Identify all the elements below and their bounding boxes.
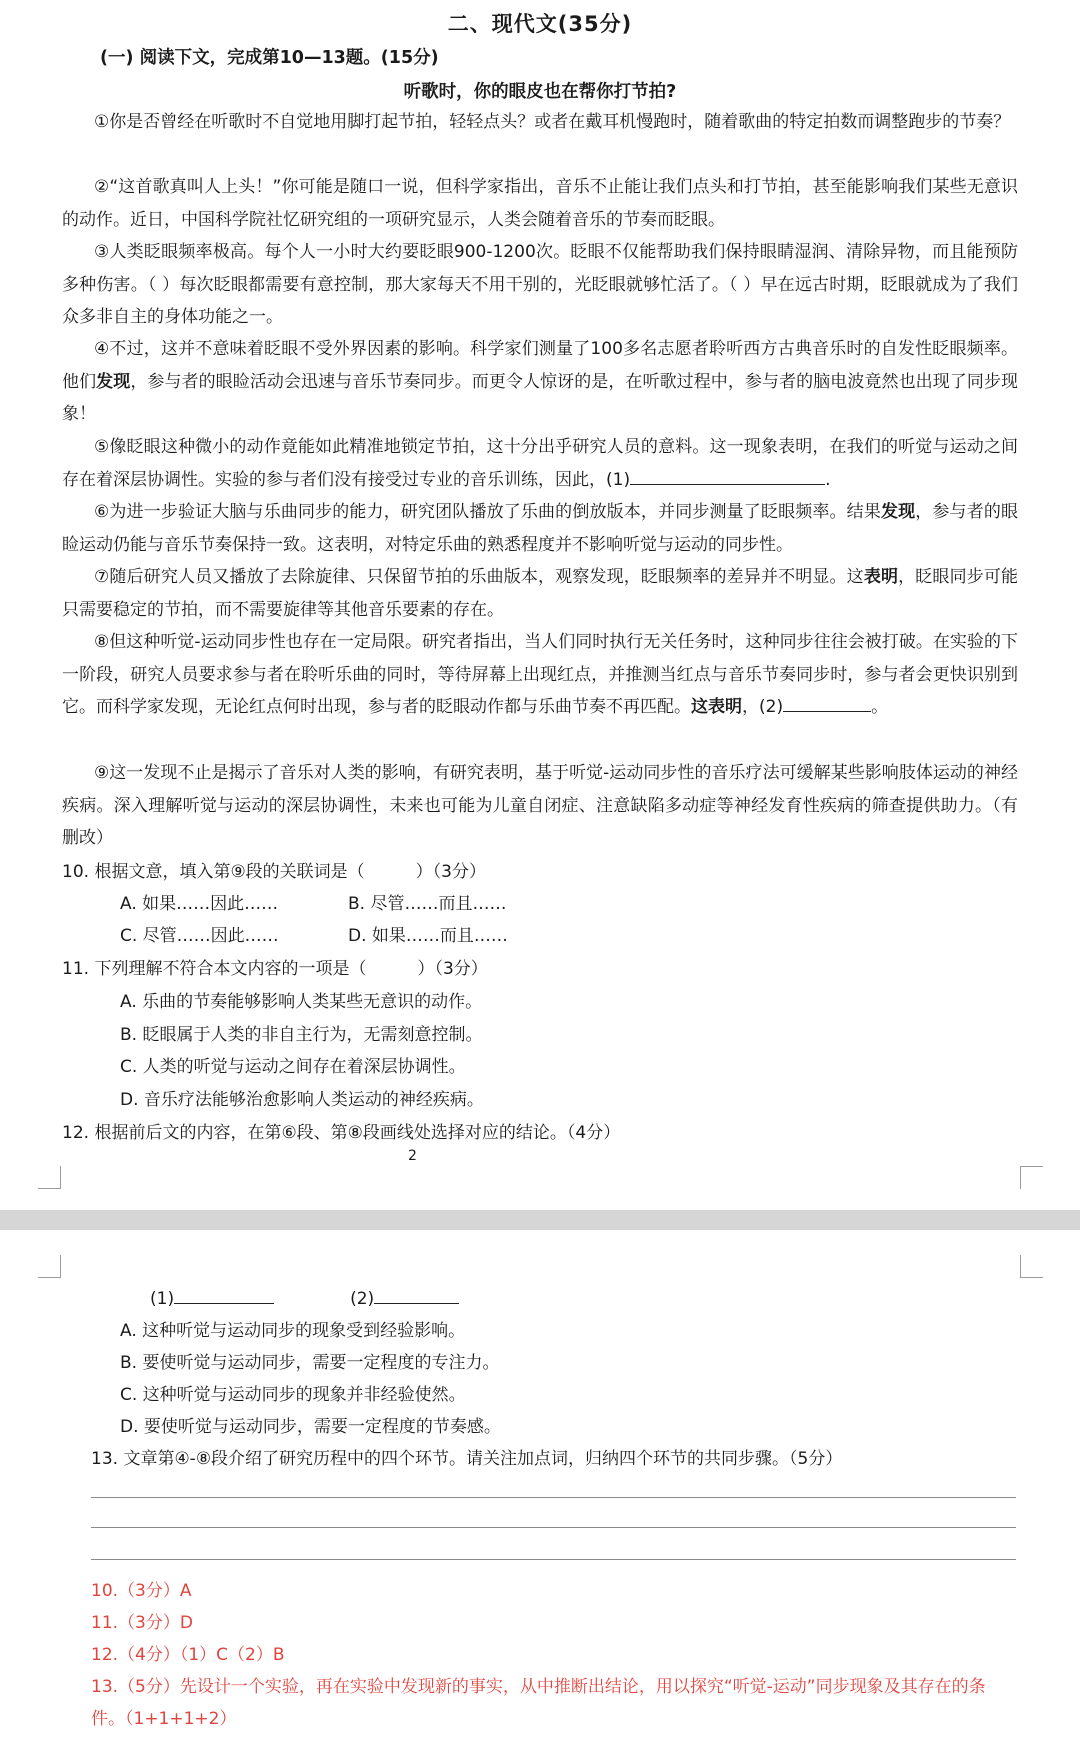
paragraph-8 — [62, 626, 1018, 724]
q12-option-c: C. 这种听觉与运动同步的现象并非经验使然。 — [120, 1385, 466, 1405]
crop-mark — [38, 1255, 61, 1278]
q11-option-c: C. 人类的听觉与运动之间存在着深层协调性。 — [120, 1057, 466, 1077]
q10-option-a: A. 如果……因此…… — [120, 894, 279, 914]
paragraph-5-text: ⑤像眨眼这种微小的动作竟能如此精准地锁定节拍，这十分出乎研究人员的意料。这一现象表明，在我们的听觉与运动之间存在着深层协调性。实验的参与者们没有接受过专业的音乐训练，因此，(1) — [62, 437, 1018, 490]
paragraph-8-end: 。 — [871, 697, 889, 717]
question-10-stem: 10. 根据文意，填入第⑨段的关联词是（ ）（3分） — [62, 862, 486, 882]
q12-blanks — [150, 1285, 459, 1313]
question-11-stem: 11. 下列理解不符合本文内容的一项是（ ）（3分） — [62, 959, 488, 979]
paragraph-7 — [62, 561, 1018, 626]
emphasis-word: 发现 — [96, 371, 131, 392]
q10-option-b: B. 尽管……而且…… — [348, 894, 507, 914]
q11-option-b: B. 眨眼属于人类的非自主行为，无需刻意控制。 — [120, 1025, 483, 1045]
fill-blank-1 — [630, 467, 825, 485]
answer-line — [91, 1559, 1016, 1560]
q10-option-c: C. 尽管……因此…… — [120, 926, 279, 946]
paragraph-6-text-b: ，参与者的眼睑运动仍能与音乐节奏保持一致。这表明，对特定乐曲的熟悉程度并不影响听觉与运动的同步性。 — [62, 502, 1018, 555]
crop-mark — [1020, 1255, 1043, 1278]
crop-mark — [1020, 1166, 1043, 1189]
paragraph-9: ⑨这一发现不止是揭示了音乐对人类的影响，有研究表明，基于听觉-运动同步性的音乐疗法可缓解某些影响肢体运动的神经疾病。深入理解听觉与运动的深层协调性，未来也可能为儿童自闭症、注意缺陷多动症等神经发育性疾病的筛查提供助力。（有删改） — [62, 763, 1018, 848]
paragraph-8-text-b: ，(2) — [742, 697, 784, 717]
answer-12: 12.（4分）（1）C（2）B — [91, 1645, 285, 1665]
subsection-title: (一) 阅读下文，完成第10—13题。(15分) — [100, 48, 439, 68]
crop-mark — [38, 1166, 61, 1189]
q12-option-d: D. 要使听觉与运动同步，需要一定程度的节奏感。 — [120, 1417, 501, 1437]
q12-blank-2-label: (2) — [350, 1289, 375, 1309]
emphasis-word: 发现 — [880, 502, 916, 522]
q12-blank-1-label: (1) — [150, 1289, 175, 1309]
question-12-stem: 12. 根据前后文的内容，在第⑥段、第⑧段画线处选择对应的结论。（4分） — [62, 1123, 621, 1143]
question-13-stem: 13. 文章第④-⑧段介绍了研究历程中的四个环节。请关注加点词，归纳四个环节的共同步骤。（5分） — [91, 1449, 843, 1469]
paragraph-8-text-a: ⑧但这种听觉-运动同步性也存在一定局限。研究者指出，当人们同时执行无关任务时，这种同步往往会被打破。在实验的下一阶段，研究人员要求参与者在聆听乐曲的同时，等待屏幕上出现红点，并推测当红点与音乐节奏同步时，参与者会更快识别到它。而科学家发现，无论红点何时出现，参与者的眨眼动作都与乐曲节奏不再匹配。 — [62, 632, 1018, 717]
paragraph-6-text-a: ⑥为进一步验证大脑与乐曲同步的能力，研究团队播放了乐曲的倒放版本，并同步测量了眨眼频率。结果 — [94, 502, 881, 522]
fill-blank-2 — [783, 694, 871, 712]
page-number: 2 — [408, 1148, 417, 1164]
answer-line — [91, 1527, 1016, 1528]
paragraph-6 — [62, 496, 1018, 561]
paragraph-5-end: . — [825, 469, 831, 490]
paragraph-3: ③人类眨眼频率极高。每个人一小时大约要眨眼900-1200次。眨眼不仅能帮助我们保持眼睛湿润、清除异物，而且能预防多种伤害。（ ）每次眨眼都需要有意控制，那大家每天不用干别的，光眨眼就够忙活了。（ ）早在远古时期，眨眼就成为了我们众多非自主的身体功能之一。 — [62, 242, 1018, 327]
paragraph-4-text-a: ④不过，这并不意味着眨眼不受外界因素的影响。科学家们测量了100多名志愿者聆听西方古典音乐时的自发性眨眼频率。他们 — [62, 339, 1018, 392]
q12-blank-2 — [374, 1286, 459, 1304]
emphasis-word: 这表明 — [691, 697, 742, 717]
paragraph-7-text-a: ⑦随后研究人员又播放了去除旋律、只保留节拍的乐曲版本，观察发现，眨眼频率的差异并不明显。这 — [94, 567, 864, 587]
answer-13: 13.（5分）先设计一个实验，再在实验中发现新的事实，从中推断出结论，用以探究“听觉-运动”同步现象及其存在的条件。（1+1+1+2） — [91, 1677, 986, 1729]
answer-line — [91, 1497, 1016, 1498]
q10-option-d: D. 如果……而且…… — [348, 926, 508, 946]
emphasis-word: 表明 — [863, 567, 899, 587]
section-title: 二、现代文(35分) — [447, 12, 633, 36]
paragraph-4 — [62, 333, 1018, 431]
q11-option-a: A. 乐曲的节奏能够影响人类某些无意识的动作。 — [120, 992, 483, 1012]
paragraph-1: ①你是否曾经在听歌时不自觉地用脚打起节拍，轻轻点头？或者在戴耳机慢跑时，随着歌曲的特定拍数而调整跑步的节奏？ — [94, 112, 1011, 132]
article-title: 听歌时，你的眼皮也在帮你打节拍? — [403, 82, 677, 102]
q12-option-b: B. 要使听觉与运动同步，需要一定程度的专注力。 — [120, 1353, 500, 1373]
q12-option-a: A. 这种听觉与运动同步的现象受到经验影响。 — [120, 1321, 466, 1341]
q12-blank-1 — [174, 1286, 274, 1304]
q11-option-d: D. 音乐疗法能够治愈影响人类运动的神经疾病。 — [120, 1090, 484, 1110]
page-2 — [0, 1230, 1080, 1747]
answer-10: 10.（3分）A — [91, 1581, 192, 1601]
page-separator — [0, 1210, 1080, 1230]
paragraph-2: ②“这首歌真叫人上头！”你可能是随口一说，但科学家指出，音乐不止能让我们点头和打节拍，甚至能影响我们某些无意识的动作。近日，中国科学院社忆研究组的一项研究显示，人类会随着音乐的节奏而眨眼。 — [62, 177, 1018, 230]
paragraph-7-text-b: ，眨眼同步可能只需要稳定的节拍，而不需要旋律等其他音乐要素的存在。 — [62, 567, 1019, 620]
paragraph-5 — [62, 431, 1018, 496]
paragraph-4-text-b: ，参与者的眼睑活动会迅速与音乐节奏同步。而更令人惊讶的是，在听歌过程中，参与者的脑电波竟然也出现了同步现象！ — [62, 371, 1019, 424]
answer-11: 11.（3分）D — [91, 1613, 193, 1633]
